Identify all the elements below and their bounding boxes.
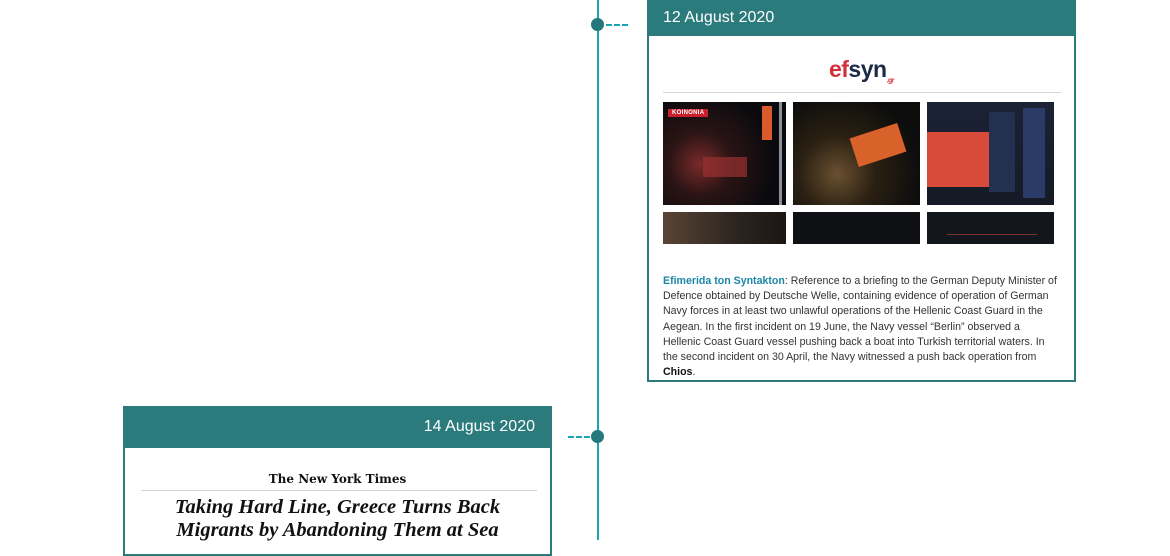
entry-description: Efimerida ton Syntakton: Reference to a briefing to the German Deputy Minister of Defence obtained by Deutsche Welle, containing evidence of operation of German Navy forces in at least two unlawful operations of the Hellenic Coast Guard in the Aegean. In the first incident on 19 June, the Navy vessel “Berlin” observed a Hellenic Coast Guard vessel pushing back a boat into Turkish territorial waters. In the second incident on 30 April, the Navy witnessed a push back operation from Chios. bbox=[663, 275, 1057, 379]
timeline-line bbox=[597, 0, 599, 540]
news-photo bbox=[927, 102, 1054, 205]
timeline-dot bbox=[591, 18, 604, 31]
timeline-card-nyt[interactable] bbox=[123, 406, 552, 556]
news-photo bbox=[663, 212, 786, 244]
divider bbox=[141, 490, 537, 491]
nyt-masthead: The New York Times bbox=[268, 472, 407, 486]
news-photo bbox=[927, 212, 1054, 244]
timeline-card-efsyn[interactable] bbox=[647, 0, 1076, 382]
news-photo bbox=[793, 102, 920, 205]
card-date: 14 August 2020 bbox=[423, 418, 535, 435]
news-photo bbox=[793, 212, 920, 244]
category-tag: KOINONIA bbox=[668, 109, 708, 117]
location-name: Chios bbox=[663, 366, 693, 379]
card-date-header bbox=[649, 0, 1074, 36]
timeline-connector bbox=[568, 436, 590, 438]
news-photo bbox=[663, 102, 786, 205]
source-name[interactable]: Efimerida ton Syntakton bbox=[663, 275, 785, 287]
timeline-dot bbox=[591, 430, 604, 443]
timeline-connector bbox=[606, 24, 628, 26]
article-headline: Taking Hard Line, Greece Turns Back Migrants by Abandoning Them at Sea bbox=[174, 496, 501, 541]
divider bbox=[663, 92, 1061, 93]
efsyn-logo: efsyn$_{.gr}$ bbox=[828, 56, 895, 85]
card-date: 12 August 2020 bbox=[663, 9, 775, 26]
card-date-header bbox=[125, 406, 550, 448]
